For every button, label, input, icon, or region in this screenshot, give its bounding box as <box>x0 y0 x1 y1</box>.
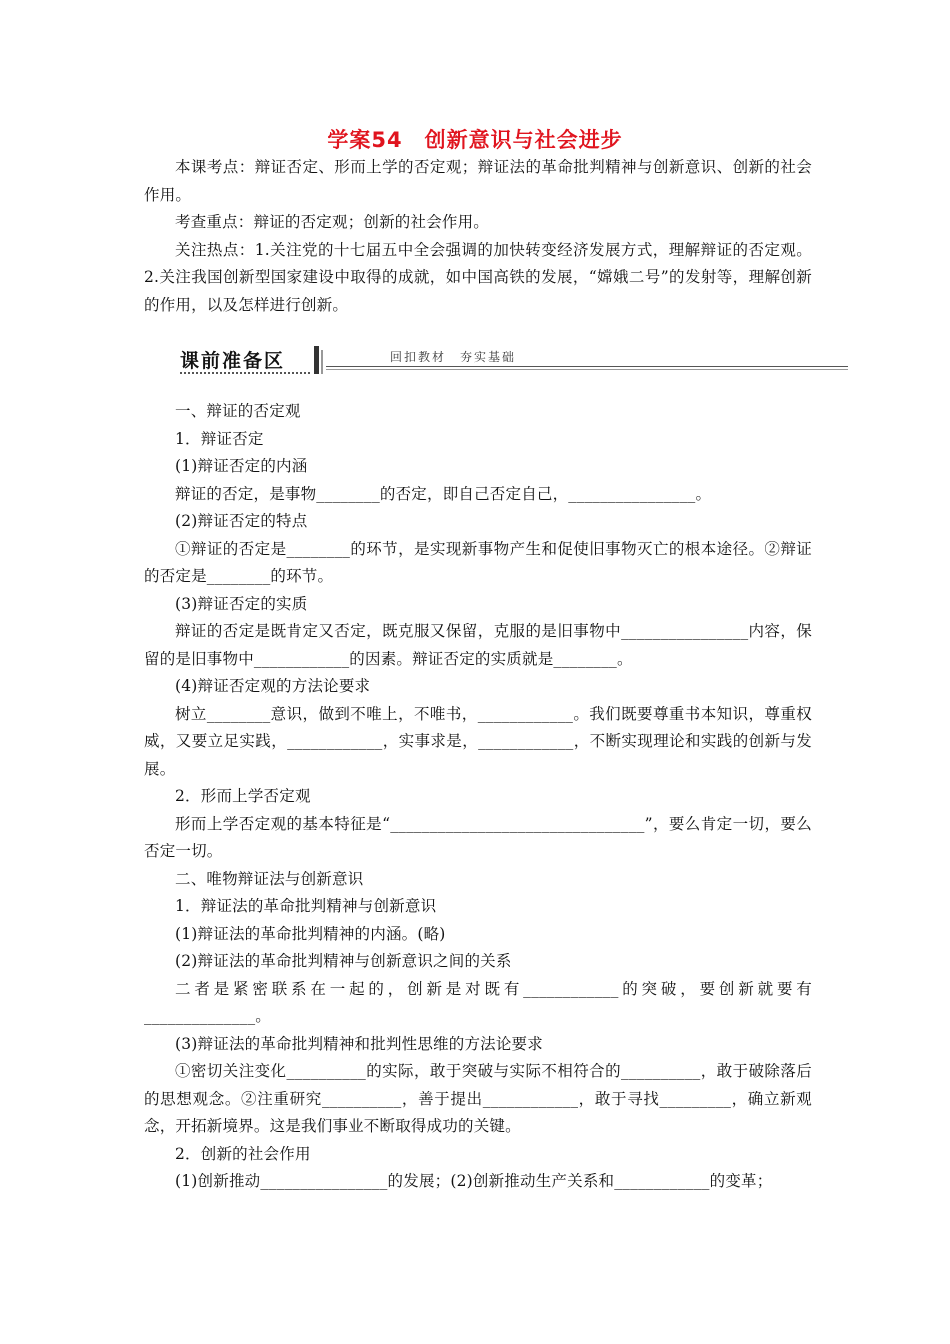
banner-rule-secondary <box>326 369 848 370</box>
content-paragraph: 辩证的否定，是事物________的否定，即自己否定自己，________________。 <box>175 484 712 503</box>
content-paragraph: (1)辩证否定的内涵 <box>175 457 308 475</box>
content-paragraph: 二、唯物辩证法与创新意识 <box>175 869 364 888</box>
banner-underline <box>180 372 310 374</box>
content-paragraph: 1．辩证法的革命批判精神与创新意识 <box>175 897 437 915</box>
content-paragraph: 辩证的否定是既肯定又否定，既克服又保留，克服的是旧事物中________________内容，保留的是旧事物中____________的因素。辩证否定的实质就是________。 <box>144 622 812 668</box>
content-paragraph: 1．辩证否定 <box>175 429 264 448</box>
intro-hot-topics: 关注热点：1.关注党的十七届五中全会强调的加快转变经济发展方式，理解辩证的否定观。2.关注我国创新型国家建设中取得的成就，如中国高铁的发展，“嫦娥二号”的发射等，理解创新的作用，以及怎样进行创新。 <box>144 240 812 314</box>
banner-rule <box>326 366 848 367</box>
content-paragraph: (4)辩证否定观的方法论要求 <box>175 677 371 695</box>
content-paragraph: 二者是紧密联系在一起的，创新是对既有____________的突破，要创新就要有______________。 <box>144 979 812 1025</box>
content-paragraph: (1)创新推动________________的发展；(2)创新推动生产关系和____________的变革； <box>175 1172 773 1190</box>
content-paragraph: (3)辩证否定的实质 <box>175 594 308 613</box>
content-paragraph: 一、辩证的否定观 <box>175 402 301 420</box>
content-paragraph: (1)辩证法的革命批判精神的内涵。(略) <box>175 924 446 943</box>
banner-divider-thin <box>321 350 323 374</box>
content-paragraph: 树立________意识，做到不唯上，不唯书，____________。我们既要尊重书本知识，尊重权威，又要立足实践，____________，实事求是，____________，不断实现理论和实践的创新与发展。 <box>144 704 812 778</box>
intro-key-points: 考查重点：辩证的否定观；创新的社会作用。 <box>175 213 490 231</box>
main-content <box>144 398 812 1196</box>
content-paragraph: (3)辩证法的革命批判精神和批判性思维的方法论要求 <box>175 1034 543 1053</box>
page-title: 学案54 创新意识与社会进步 <box>327 128 623 152</box>
content-paragraph: ①辩证的否定是________的环节，是实现新事物产生和促使旧事物灭亡的根本途径。②辩证的否定是________的环节。 <box>144 539 812 585</box>
content-paragraph: 2．创新的社会作用 <box>175 1144 311 1163</box>
section-banner <box>180 344 848 378</box>
content-paragraph: ①密切关注变化__________的实际，敢于突破与实际不相符合的__________，敢于破除落后的思想观念。②注重研究__________，善于提出____________，敢于寻找_________，确立新观念，开拓新境界。这是我们事业不断取得成功的关键。 <box>144 1062 812 1135</box>
content-paragraph: 形而上学否定观的基本特征是“________________________________”，要么肯定一切，要么否定一切。 <box>144 814 812 860</box>
intro-exam-points: 本课考点：辩证否定、形而上学的否定观；辩证法的革命批判精神与创新意识、创新的社会作用。 <box>144 158 812 204</box>
content-paragraph: (2)辩证否定的特点 <box>175 512 308 530</box>
intro-section <box>144 154 812 319</box>
banner-title: 课前准备区 <box>180 350 286 372</box>
banner-subtitle: 回扣教材 夯实基础 <box>390 350 517 364</box>
content-paragraph: (2)辩证法的革命批判精神与创新意识之间的关系 <box>175 952 512 970</box>
banner-divider <box>314 346 319 374</box>
content-paragraph: 2．形而上学否定观 <box>175 787 311 805</box>
